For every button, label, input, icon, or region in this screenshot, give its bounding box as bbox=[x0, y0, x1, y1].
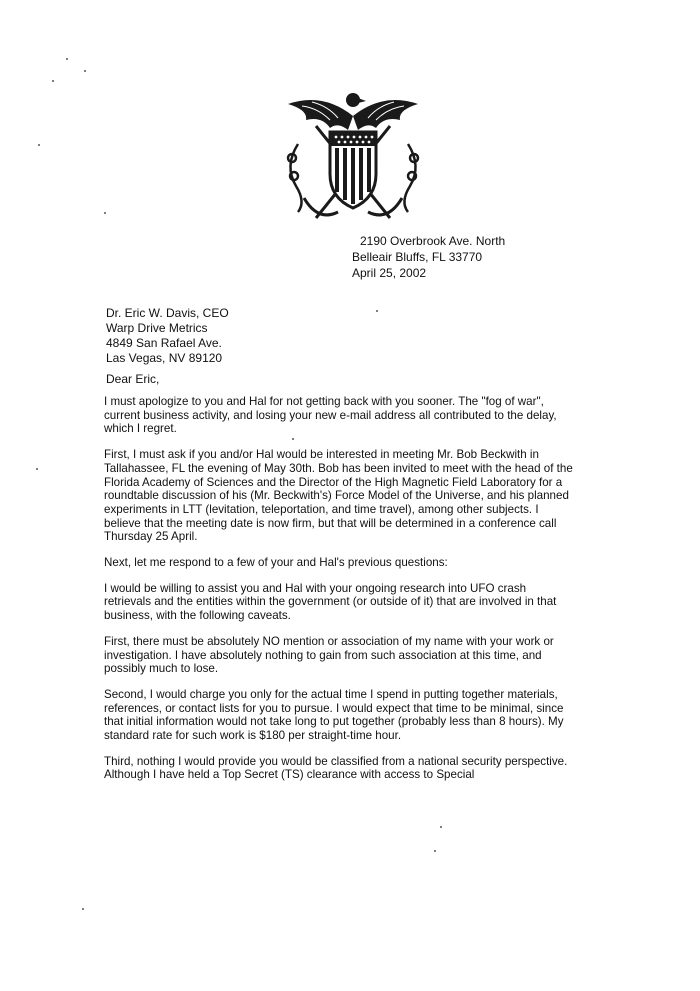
sender-city: Belleair Bluffs, FL 33770 bbox=[352, 250, 483, 264]
scan-speck bbox=[376, 310, 378, 312]
scan-speck bbox=[440, 826, 442, 828]
paragraph-apology: I must apologize to you and Hal for not getting back with you sooner. The "fog of war", current business activity, and losing your new e-mail address all contributed to the delay, which I regret. bbox=[104, 395, 557, 436]
scan-speck bbox=[38, 144, 40, 146]
letter-body bbox=[104, 395, 574, 794]
scan-speck bbox=[104, 212, 106, 214]
paragraph-meeting-invite: First, I must ask if you and/or Hal would be interested in meeting Mr. Bob Beckwith in Tallahassee, FL the evening of May 30th. Bob has been invited to meet with the head of the Florida Academy of Sciences and the Director of the High Magnetic Field Laboratory for a roundtable discussion of his (Mr. Beckwith's) Force Model of the Universe, and his planned experiments in LTT (levitation, teleportation, and time travel), among other subjects. I believe that the meeting date is now firm, but that will be determined in a conference call Thursday 25 April. bbox=[104, 448, 573, 544]
sender-address-block bbox=[352, 233, 505, 281]
recipient-street: 4849 San Rafael Ave. bbox=[106, 336, 222, 350]
scan-speck bbox=[84, 70, 86, 72]
scan-speck bbox=[82, 908, 84, 910]
paragraph-caveat-first: First, there must be absolutely NO mention or association of my name with your work or investigation. I have absolutely nothing to gain from such association at this time, and possibly much to lose. bbox=[104, 634, 554, 676]
paragraph-questions-intro: Next, let me respond to a few of your and Hal's previous questions: bbox=[104, 556, 448, 570]
salutation: Dear Eric, bbox=[106, 372, 160, 386]
scan-speck bbox=[52, 80, 54, 82]
paragraph-assistance-offer: I would be willing to assist you and Hal with your ongoing research into UFO crash retrievals and the entities within the government (or outside of it) that are involved in that business, with the following caveats. bbox=[104, 581, 557, 623]
eagle-seal-icon bbox=[278, 86, 428, 224]
paragraph-caveat-third: Third, nothing I would provide you would be classified from a national security perspective. Although I have held a Top Secret (TS) clearance with access to Special bbox=[104, 754, 568, 782]
recipient-company: Warp Drive Metrics bbox=[106, 321, 208, 335]
scan-speck bbox=[434, 850, 436, 852]
scan-speck bbox=[292, 438, 294, 440]
scan-speck bbox=[66, 58, 68, 60]
letter-date: April 25, 2002 bbox=[352, 266, 427, 280]
paragraph-caveat-second: Second, I would charge you only for the actual time I spend in putting together materials, references, or contact lists for you to pursue. I would expect that time to be minimal, since that initial information would not take long to put together (probably less than 8 hours). My standard rate for such work is $180 per straight-time hour. bbox=[104, 687, 564, 743]
sender-street: 2190 Overbrook Ave. North bbox=[360, 234, 506, 248]
scan-speck bbox=[36, 468, 38, 470]
recipient-address-block bbox=[106, 306, 229, 366]
recipient-name: Dr. Eric W. Davis, CEO bbox=[106, 306, 229, 320]
recipient-city: Las Vegas, NV 89120 bbox=[106, 351, 223, 365]
